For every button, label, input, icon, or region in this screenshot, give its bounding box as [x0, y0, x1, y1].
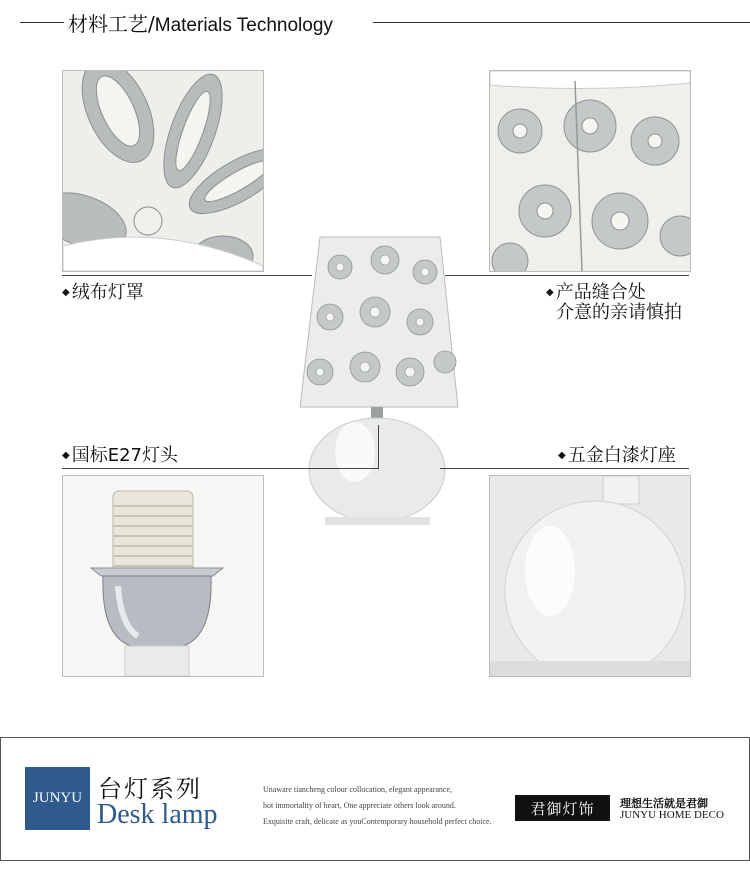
series-title-zh: 台灯系列 [98, 775, 202, 803]
leader-line-socket-vertical [378, 425, 379, 469]
diamond-bullet-icon: ◆ [62, 287, 70, 298]
slogan-en: JUNYU HOME DECO [620, 809, 724, 821]
socket-photo [62, 475, 264, 677]
series-title-en: Desk lamp [97, 799, 218, 830]
caption-seam-note: 介意的亲请慎拍 [556, 302, 682, 323]
brand-logo: JUNYU [25, 767, 90, 830]
header-rule-right [373, 22, 750, 23]
brand-badge: 君御灯饰 [515, 795, 610, 821]
leader-line-fabric [62, 275, 312, 276]
tagline-line: Exquisite craft, delicate as youContemporary household perfect choice. [263, 817, 492, 826]
base-photo [489, 475, 691, 677]
desk-lamp-image [295, 232, 460, 532]
title-zh: 材料工艺/ [68, 12, 155, 36]
caption-base: ◆ 五金白漆灯座 [558, 445, 676, 466]
caption-fabric-shade: ◆ 绒布灯罩 [62, 282, 144, 303]
caption-seam: ◆ 产品缝合处 [546, 282, 646, 303]
slogan-zh: 理想生活就是君御 [620, 797, 708, 810]
leader-line-seam [445, 275, 689, 276]
leader-line-base [440, 468, 689, 469]
fabric-shade-photo [62, 70, 264, 272]
diamond-bullet-icon: ◆ [558, 450, 566, 461]
diamond-bullet-icon: ◆ [62, 450, 70, 461]
title-en: Materials Technology [154, 15, 333, 36]
seam-photo [489, 70, 691, 272]
caption-socket: ◆ 国标E27灯头 [62, 445, 178, 466]
header-rule-left [20, 22, 64, 23]
tagline-line: hot immortality of heart, One appreciate others look around. [263, 801, 456, 810]
leader-line-socket [62, 468, 379, 469]
tagline-line: Unaware tiancheng colour collocation, elegant appearance, [263, 785, 453, 794]
diamond-bullet-icon: ◆ [546, 287, 554, 298]
page-title [68, 8, 333, 37]
